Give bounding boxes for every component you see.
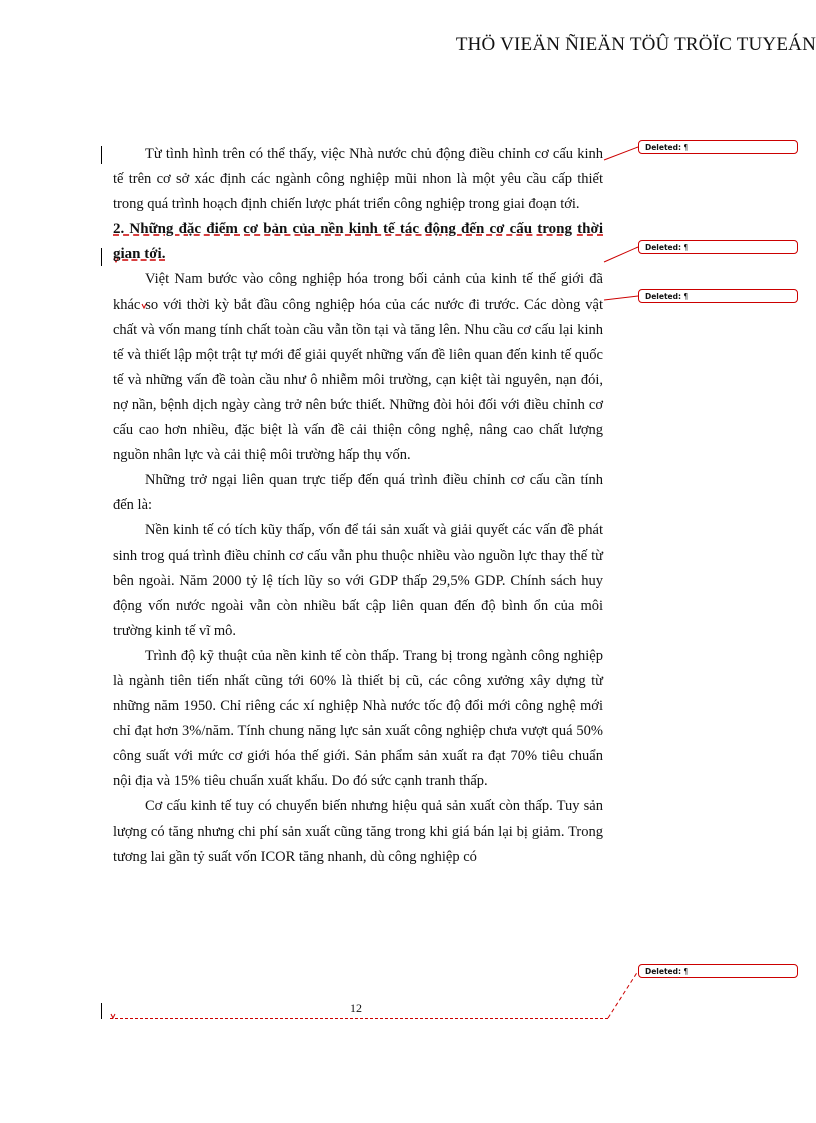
leader-line [604, 247, 638, 262]
deleted-balloon[interactable] [638, 289, 798, 303]
deleted-balloon[interactable] [638, 140, 798, 154]
paragraph: Việt Nam bước vào công nghiệp hóa trong bối cảnh của kinh tế thế giới đã khác so với thời kỳ bắt đầu công nghiệp hóa của các nước đi trước. Các dòng vật chất và vốn mang tính chất toàn cầu vẫn tồn tại và tăng lên. Nhu cầu cơ cấu lại kinh tế và thiết lập một trật tự mới để giải quyết những vấn đề liên quan đến kinh tế quốc tế và những vấn đề toàn cầu như ô nhiễm môi trường, cạn kiệt tài nguyên, nạn đói, nợ nần, bệnh dịch ngày càng trở nên bức thiết. Những đòi hỏi đối với điều chỉnh cơ cấu cao hơn nhiều, đặc biệt là vấn đề cải thiện công nghệ, nâng cao chất lượng nguồn nhân lực và cải thiệ môi trường hấp thụ vốn. [113, 271, 603, 464]
balloon-label: Deleted: [645, 967, 682, 976]
paragraph: Từ tình hình trên có thể thấy, việc Nhà nước chủ động điều chỉnh cơ cấu kinh tế trên cơ sở xác định các ngành công nghiệp mũi nhon là một yêu cầu cấp thiết trong quá trình hoạch định chiến lược phát triển công nghiệp trong giai đoạn tới. [113, 146, 603, 213]
change-bar [101, 248, 102, 266]
balloon-label: Deleted: [645, 243, 682, 252]
paragraph: Nền kinh tế có tích kũy thấp, vốn để tái sản xuất và giải quyết các vấn đề phát sinh trog quá trình điều chỉnh cơ cấu vẫn phu thuộc nhiều vào nguồn lực thay thế từ bên ngoài. Năm 2000 tỷ lệ tích lũy so với GDP thấp 29,5% GDP. Chính sách huy động vốn nước ngoài vẫn còn nhiều bất cập liên quan đến độ bình ổn của môi trường kinh tế vĩ mô. [113, 522, 603, 639]
page-number: 12 [350, 1001, 362, 1015]
paragraph: Những trở ngại liên quan trực tiếp đến quá trình điều chỉnh cơ cấu cần tính đến là: [113, 472, 603, 514]
balloon-label: Deleted: [645, 143, 682, 152]
leader-line [608, 971, 638, 1018]
document-header: THÖ VIEÄN ÑIEÄN TÖÛ TRÖÏC TUYEÁN [455, 34, 816, 55]
change-bar [101, 1003, 102, 1019]
paragraph: Cơ cấu kinh tế tuy có chuyển biến nhưng hiệu quả sản xuất còn thấp. Tuy sản lượng có tăng nhưng chi phí sản xuất cũng tăng trong khi giá bán lại bị giảm. Trong tương lai gần tỷ suất vốn ICOR tăng nhanh, dù công nghiệp có [113, 798, 603, 865]
pilcrow-mark: ¶ [683, 967, 689, 976]
deleted-balloon[interactable] [638, 964, 798, 978]
leader-line [604, 147, 638, 160]
pilcrow-mark: ¶ [683, 143, 689, 152]
balloon-label: Deleted: [645, 292, 682, 301]
pilcrow-mark: ¶ [683, 243, 689, 252]
document-body [113, 142, 603, 870]
footer-separator [110, 1018, 608, 1019]
change-bar [101, 146, 102, 164]
pilcrow-mark: ¶ [683, 292, 689, 301]
paragraph: Trình độ kỹ thuật của nền kinh tế còn thấp. Trang bị trong ngành công nghiệp là ngành tiên tiến nhất cũng tới 60% là thiết bị cũ, các công xưởng xây dựng từ những năm 1950. Chỉ riêng các xí nghiệp Nhà nước tốc độ đổi mới công nghệ mới chỉ đạt hơn 3%/năm. Tính chung năng lực sản xuất công nghiệp chưa vượt quá 50% công suất với mức cơ giới hóa thế giới. Sản phẩm sản xuất ra đạt 70% tiêu chuẩn nội địa và 15% tiêu chuẩn xuất khẩu. Do đó sức cạnh tranh thấp. [113, 647, 603, 790]
leader-line [604, 296, 638, 300]
deleted-balloon[interactable] [638, 240, 798, 254]
section-heading: 2. Những đặc điểm cơ bản của nền kinh tế tác động đến cơ cấu trong thời gian tới. [113, 221, 603, 263]
